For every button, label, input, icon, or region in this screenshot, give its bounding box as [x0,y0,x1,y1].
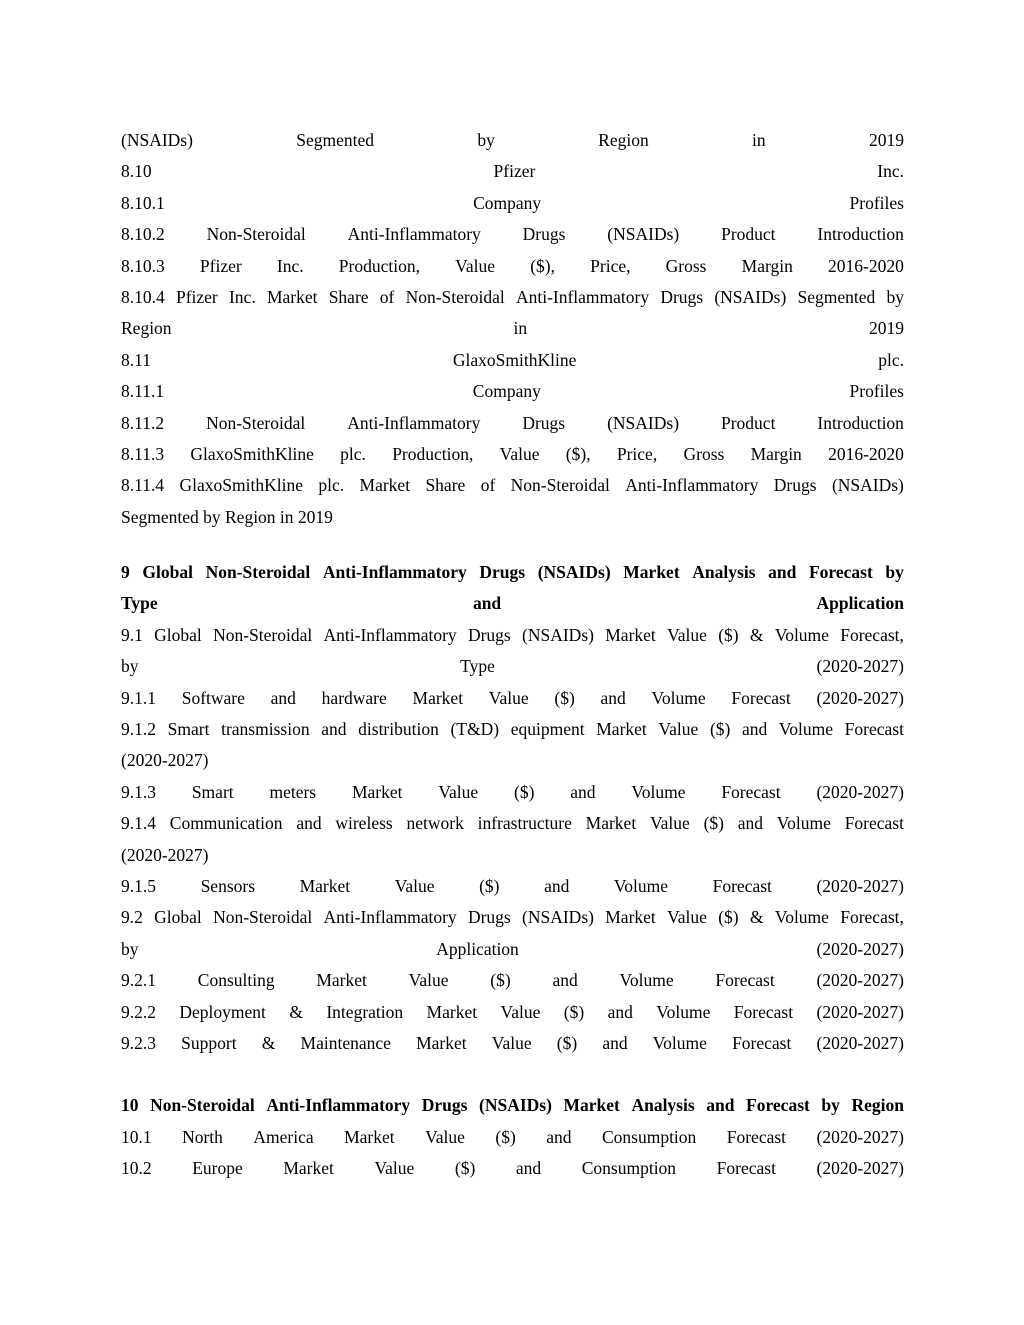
word: 9.1.5 [121,875,156,896]
word: and [768,562,797,583]
word: Non-Steroidal [150,1095,255,1116]
toc-line [121,156,904,187]
word: and [607,1001,633,1022]
word: Region [121,318,172,339]
word: 10.1 [121,1126,152,1147]
word: Value [425,1126,465,1147]
word: 9.2 [121,907,143,928]
word: Drugs [467,624,511,645]
word: & [749,907,764,928]
word: Region [598,130,649,150]
word: ($) [703,813,724,834]
word: Price, [590,255,631,276]
word: Analysis [692,562,756,583]
word: Market [351,781,403,802]
word: Consulting [197,970,275,991]
word: Anti-Inflammatory [323,624,457,645]
word: of [379,286,395,307]
word: Software [181,687,245,708]
toc-line [121,871,904,902]
word: and [737,813,764,834]
toc-line: (2020-2027) [121,844,209,865]
toc-line [121,902,904,933]
word: Global [142,562,193,583]
word: Profiles [849,381,904,402]
word: by [121,938,139,959]
word: Market [412,687,464,708]
word: Market [416,1032,467,1053]
word: Support [181,1032,237,1053]
word: (NSAIDs) [479,1095,552,1116]
word: 8.11.3 [121,443,165,464]
toc-line [121,251,904,282]
word: Volume [774,624,829,645]
word: and [270,687,296,708]
toc-line [121,620,904,651]
word: Forecast [716,1158,776,1179]
word: (2020-2027) [816,1001,904,1022]
word: 2016-2020 [828,443,904,464]
word: 9.2.2 [121,1001,156,1022]
word: of [480,475,496,496]
word: Anti-Inflammatory [515,286,650,307]
word: Inc. [228,286,256,307]
word: (2020-2027) [816,1126,904,1147]
toc-line [121,219,904,250]
word: ($) [718,624,739,645]
word: and [321,719,347,740]
word: 9 [121,562,130,583]
toc-line [121,651,904,682]
word: Non-Steroidal [213,907,313,928]
word: Introduction [817,224,904,245]
document-page [121,125,904,1185]
word: Product [721,224,776,245]
word: 9.1.4 [121,813,156,834]
word: Margin [750,443,802,464]
word: (NSAIDs) [714,286,787,307]
toc-line [121,125,904,156]
word: (2020-2027) [816,938,904,959]
word: Region [851,1095,904,1116]
word: wireless [335,813,393,834]
word: Volume [774,907,829,928]
word: Forecast, [840,624,904,645]
word: Drugs [467,907,511,928]
word: Forecast, [840,907,904,928]
toc-line [121,313,904,344]
word: & [289,1001,303,1022]
word: Maintenance [300,1032,391,1053]
word: ($), [530,255,555,276]
word: 8.11.1 [121,381,165,402]
word: and [515,1158,542,1179]
word: Value [455,255,496,276]
word: Segmented [296,130,375,150]
word: Gross [683,443,725,464]
word: Company [472,381,541,402]
word: Volume [651,687,706,708]
toc-line [121,808,904,839]
word: North [182,1126,223,1147]
word: ($) [563,1001,585,1022]
word: 9.1.1 [121,687,156,708]
word: 2019 [869,318,904,339]
word: Market [623,562,680,583]
word: Market [299,875,351,896]
section-heading-line [121,1090,904,1121]
word: plc. [340,443,366,464]
word: Application [816,593,904,614]
word: Forecast [715,970,775,991]
word: Value [491,1032,532,1053]
word: by [886,286,904,307]
word: transmission [221,719,310,740]
word: ($) [556,1032,578,1053]
word: Drugs [773,475,817,496]
word: Anti-Inflammatory [347,412,481,433]
word: 8.11 [121,349,151,370]
word: 8.10 [121,161,152,182]
word: 9.1.3 [121,781,156,802]
word: Smart [167,719,210,740]
word: (2020-2027) [816,875,904,896]
word: ($) [490,970,511,991]
word: (NSAIDs) [831,475,904,496]
word: Value [649,813,690,834]
word: hardware [321,687,387,708]
word: America [253,1126,314,1147]
word: Market [283,1158,334,1179]
word: Forecast [721,781,781,802]
word: Market [605,907,656,928]
word: Value [374,1158,415,1179]
toc-line [121,965,904,996]
word: (2020-2027) [816,1032,904,1053]
word: 2019 [868,130,904,150]
word: Forecast [746,1095,810,1116]
word: Product [721,412,776,433]
word: Anti-Inflammatory [625,475,759,496]
word: Market [605,624,656,645]
word: Value [488,687,529,708]
section-heading-line [121,588,904,619]
toc-line [121,1028,904,1059]
word: Volume [778,719,834,740]
word: Market [266,286,318,307]
word: Forecast [731,687,791,708]
word: & [749,624,764,645]
word: and [544,875,570,896]
word: by [477,130,495,150]
word: Value [500,1001,541,1022]
word: Forecast [726,1126,787,1147]
word: 10.2 [121,1158,152,1179]
word: Gross [665,255,707,276]
word: ($) [495,1126,516,1147]
word: Type [121,593,158,614]
word: Value [408,970,449,991]
word: 8.11.4 [121,475,165,496]
paragraph-gap [121,1059,904,1090]
word: ($), [565,443,591,464]
word: in [752,130,766,150]
word: Market [359,475,411,496]
toc-line [121,1122,904,1153]
word: Pfizer [493,161,536,182]
word: Market [344,1126,395,1147]
word: Market [596,719,647,740]
word: Europe [192,1158,243,1179]
word: (NSAIDs) [607,412,680,433]
toc-line [121,714,904,745]
word: GlaxoSmithKline [452,349,577,370]
word: Global [154,907,202,928]
toc-line [121,1153,904,1184]
word: Non-Steroidal [205,562,311,583]
toc-line [121,683,904,714]
word: Forecast [732,1032,792,1053]
word: and [546,1126,572,1147]
word: and [570,781,596,802]
word: meters [269,781,317,802]
word: (2020-2027) [816,656,904,677]
word: Value [499,443,540,464]
word: Anti-Inflammatory [266,1095,411,1116]
word: Margin [741,255,793,276]
word: Volume [776,813,831,834]
word: Consumption [601,1126,697,1147]
word: distribution [358,719,439,740]
word: Value [658,719,699,740]
word: Pfizer [175,286,218,307]
word: Value [438,781,479,802]
word: GlaxoSmithKline [190,443,314,464]
word: ($) [479,875,500,896]
word: ($) [709,719,731,740]
word: network [406,813,464,834]
word: and [741,719,768,740]
word: Value [667,624,707,645]
word: Non-Steroidal [405,286,505,307]
toc-line [121,345,904,376]
word: Price, [616,443,658,464]
word: Communication [169,813,283,834]
word: Non-Steroidal [510,475,610,496]
word: plc. [318,475,345,496]
word: Profiles [849,192,904,213]
word: 10 [121,1095,139,1116]
word: 9.2.3 [121,1032,156,1053]
word: Volume [613,875,669,896]
toc-line [121,439,904,470]
word: by [885,562,904,583]
paragraph-gap [121,533,904,557]
word: 9.2.1 [121,970,156,991]
word: plc. [878,349,904,370]
word: Anti-Inflammatory [347,224,481,245]
word: Production, [392,443,474,464]
word: Forecast [844,813,904,834]
word: Anti-Inflammatory [323,907,457,928]
word: Deployment [179,1001,266,1022]
word: Introduction [817,412,904,433]
word: Analysis [631,1095,695,1116]
word: Integration [326,1001,404,1022]
word: ($) [554,687,575,708]
word: Drugs [479,562,526,583]
word: Application [436,938,519,959]
word: & [261,1032,276,1053]
word: Market [316,970,367,991]
word: Sensors [200,875,256,896]
word: infrastructure [477,813,572,834]
word: Value [394,875,435,896]
word: Non-Steroidal [213,624,313,645]
word: 9.1 [121,624,143,645]
word: Company [473,192,542,213]
toc-line [121,188,904,219]
word: ($) [514,781,535,802]
word: 8.10.1 [121,192,165,213]
word: Drugs [522,412,566,433]
toc-line [121,376,904,407]
word: Forecast [712,875,772,896]
word: (NSAIDs) [121,130,193,150]
word: Forecast [733,1001,794,1022]
word: 9.1.2 [121,719,156,740]
word: Smart [191,781,234,802]
word: Non-Steroidal [206,224,306,245]
word: Drugs [421,1095,468,1116]
word: (T&D) [450,719,500,740]
word: Value [667,907,707,928]
word: and [600,687,626,708]
word: 8.10.2 [121,224,165,245]
word: and [602,1032,628,1053]
word: Forecast [808,562,873,583]
word: equipment [510,719,585,740]
toc-line: Segmented by Region in 2019 [121,506,333,527]
word: (NSAIDs) [522,907,594,928]
word: Market [563,1095,620,1116]
word: Global [154,624,202,645]
word: Volume [652,1032,707,1053]
word: (NSAIDs) [522,624,594,645]
toc-line [121,934,904,965]
word: Type [460,656,495,677]
word: (2020-2027) [816,687,904,708]
word: Pfizer [199,255,242,276]
word: (2020-2027) [816,970,904,991]
word: 2016-2020 [828,255,904,276]
word: ($) [718,907,739,928]
toc-line [121,997,904,1028]
toc-line [121,282,904,313]
word: Forecast [844,719,904,740]
word: and [706,1095,735,1116]
word: Volume [656,1001,711,1022]
toc-line: (2020-2027) [121,750,209,771]
word: (2020-2027) [816,781,904,802]
word: GlaxoSmithKline [179,475,303,496]
word: (NSAIDs) [607,224,680,245]
word: Segmented [797,286,876,307]
toc-line [121,470,904,501]
toc-line [121,408,904,439]
word: and [472,593,502,614]
word: Production, [338,255,420,276]
toc-line [121,777,904,808]
word: Inc. [877,161,904,182]
word: Volume [619,970,674,991]
word: Volume [631,781,686,802]
word: Drugs [522,224,566,245]
word: Consumption [581,1158,677,1179]
word: 8.10.3 [121,255,165,276]
word: (NSAIDs) [537,562,611,583]
section-heading-line [121,557,904,588]
word: Share [328,286,369,307]
word: Inc. [276,255,304,276]
word: Market [426,1001,478,1022]
word: 8.11.2 [121,412,165,433]
word: and [552,970,578,991]
word: 8.10.4 [121,286,165,307]
word: Drugs [660,286,704,307]
word: Market [585,813,637,834]
word: by [121,656,139,677]
word: by [821,1095,840,1116]
word: Anti-Inflammatory [322,562,467,583]
word: ($) [454,1158,476,1179]
word: Non-Steroidal [206,412,306,433]
word: (2020-2027) [816,1158,904,1179]
word: and [296,813,322,834]
word: in [513,318,528,339]
word: Share [425,475,466,496]
